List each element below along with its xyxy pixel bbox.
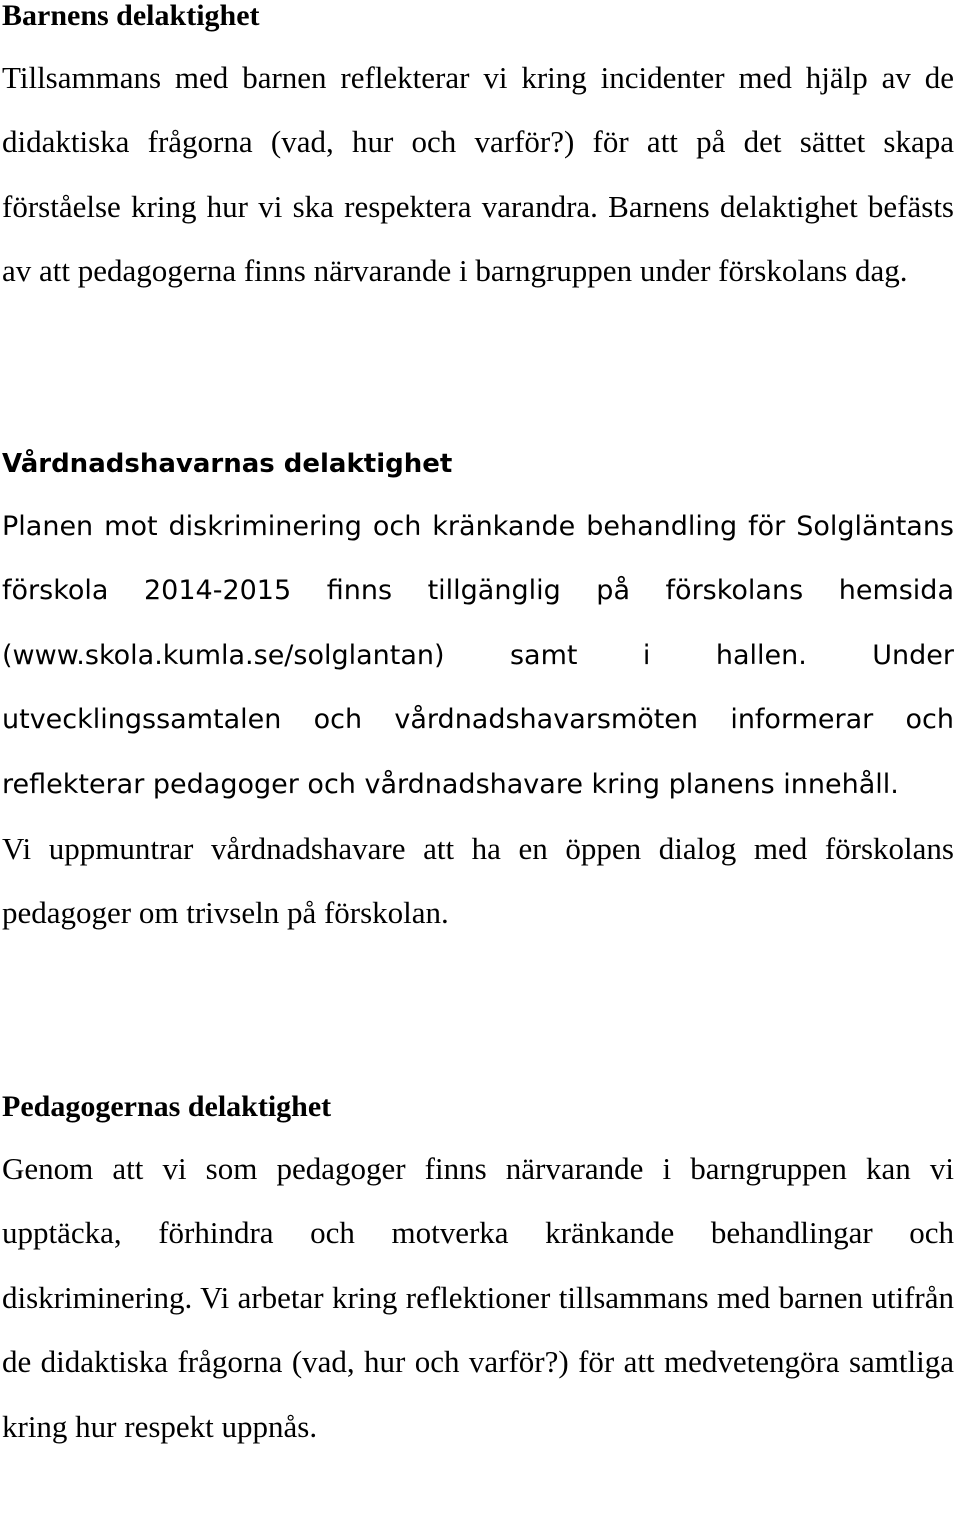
section-heading: Barnens delaktighet xyxy=(2,0,260,32)
section-heading: Pedagogernas delaktighet xyxy=(2,1090,332,1123)
section-paragraph: Planen mot diskriminering och kränkande behandling för Solgläntans förskola 2014-2015 finns tillgänglig på förskolans hemsida (www.skola.kumla.se/solglantan) samt i hallen. Under utvecklingssamtalen och vårdnadshavarsmöten informerar och reflekterar pedagoger och vårdnadshavare kring planens innehåll. xyxy=(2,511,954,800)
section-paragraph: Tillsammans med barnen reflekterar vi kring incidenter med hjälp av de didaktiska frågorna (vad, hur och varför?) för att på det sättet skapa förståelse kring hur vi ska respektera varandra. Barnens delaktighet befästs av att pedagogerna finns närvarande i barngruppen under förskolans dag. xyxy=(2,60,954,289)
section-barnens-delaktighet xyxy=(2,0,954,304)
section-vardnadshavarnas-delaktighet xyxy=(2,448,954,946)
section-heading: Vårdnadshavarnas delaktighet xyxy=(2,449,453,479)
section-pedagogernas-delaktighet xyxy=(2,1091,954,1459)
section-paragraph: Vi uppmuntrar vårdnadshavare att ha en öppen dialog med förskolans pedagoger om trivseln på förskolan. xyxy=(2,831,954,931)
section-paragraph: Genom att vi som pedagoger finns närvarande i barngruppen kan vi upptäcka, förhindra och motverka kränkande behandlingar och diskriminering. Vi arbetar kring reflektioner tillsammans med barnen utifrån de didaktiska frågorna (vad, hur och varför?) för att medvetengöra samtliga kring hur respekt uppnås. xyxy=(2,1151,954,1444)
